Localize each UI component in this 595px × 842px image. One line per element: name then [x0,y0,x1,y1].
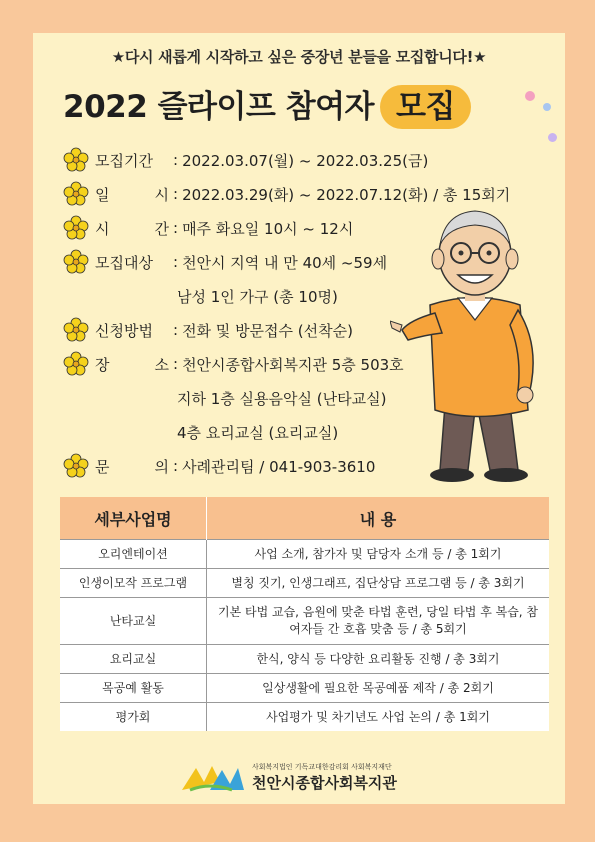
info-value: 천안시종합사회복지관 5층 503호 [182,355,404,374]
table-row [60,674,549,703]
info-row-target: 모집대상 : 천안시 지역 내 만 40세 ~59세 [63,245,510,279]
flower-icon [63,181,89,207]
info-row-schedule: 일 시 : 2022.03.29(화) ~ 2022.07.12(화) / 총 15회기 [63,177,510,211]
program-content: 일상생활에 필요한 목공예품 제작 / 총 2회기 [207,674,550,703]
program-content: 사업평가 및 차기년도 사업 논의 / 총 1회기 [207,703,550,732]
table-row [60,598,549,645]
info-value: 사례관리팀 / 041-903-3610 [182,457,376,476]
org-subtitle: 사회복지법인 기독교대한감리회 사회복지재단 [252,762,392,771]
info-row-time: 시 간 : 매주 화요일 10시 ~ 12시 [63,211,510,245]
table-header-name: 세부사업명 [60,497,207,540]
info-row-place-cont: 지하 1층 실용음악실 (난타교실) [177,389,387,408]
title-main: 2022 즐라이프 참여자 [63,89,374,125]
info-label: 모집대상 [95,253,153,272]
info-value: 매주 화요일 10시 ~ 12시 [182,219,354,238]
info-value: 2022.03.07(월) ~ 2022.03.25(금) [182,151,429,170]
program-name: 목공예 활동 [60,674,207,703]
program-name: 평가회 [60,703,207,732]
table-row [60,569,549,598]
info-label: 시 간 [95,219,169,238]
org-logo [180,760,246,794]
info-value: 천안시 지역 내 만 40세 ~59세 [182,253,388,272]
org-name: 천안시종합사회복지관 [252,773,397,792]
info-row-contact: 문 의 : 사례관리팀 / 041-903-3610 [63,449,510,483]
table-row [60,645,549,674]
decor-dot [525,91,535,101]
info-row-target-cont: 남성 1인 가구 (총 10명) [177,287,338,306]
info-value: 전화 및 방문접수 (선착순) [182,321,353,340]
info-label: 일 시 [95,185,169,204]
info-label: 장 소 [95,355,169,374]
grandfather-illustration [390,195,560,485]
info-row-period: 모집기간 : 2022.03.07(월) ~ 2022.03.25(금) [63,143,510,177]
info-row-apply: 신청방법 : 전화 및 방문접수 (선착순) [63,313,510,347]
program-name: 요리교실 [60,645,207,674]
headline: ★다시 새롭게 시작하고 싶은 중장년 분들을 모집합니다!★ [111,48,487,66]
title-highlight: 모집 [380,85,471,129]
info-value: 2022.03.29(화) ~ 2022.07.12(화) / 총 15회기 [182,185,511,204]
table-row [60,703,549,732]
program-name: 난타교실 [60,598,207,645]
program-name: 인생이모작 프로그램 [60,569,207,598]
table-row [60,540,549,569]
info-label: 문 의 [95,457,169,476]
program-content: 한식, 양식 등 다양한 요리활동 진행 / 총 3회기 [207,645,550,674]
flower-icon [63,147,89,173]
decor-dot [548,133,557,142]
flower-icon [63,317,89,343]
page-title [63,81,471,129]
program-content: 기본 타법 교습, 음원에 맞춘 타법 훈련, 당일 타법 후 복습, 참여자들 간 호흡 맞춤 등 / 총 5회기 [207,598,550,645]
program-table [60,497,549,731]
info-label: 신청방법 [95,321,153,340]
flower-icon [63,249,89,275]
program-content: 사업 소개, 참가자 및 담당자 소개 등 / 총 1회기 [207,540,550,569]
info-label: 모집기간 [95,151,153,170]
info-row-place-cont: 4층 요리교실 (요리교실) [177,423,339,442]
flower-icon [63,215,89,241]
org-text [252,762,397,793]
program-content: 별칭 짓기, 인생그래프, 집단상담 프로그램 등 / 총 3회기 [207,569,550,598]
footer [180,760,397,794]
info-row-place: 장 소 : 천안시종합사회복지관 5층 503호 [63,347,510,381]
flower-icon [63,453,89,479]
program-name: 오리엔테이션 [60,540,207,569]
table-header-content: 내 용 [207,497,550,540]
decor-dot [543,103,551,111]
flower-icon [63,351,89,377]
